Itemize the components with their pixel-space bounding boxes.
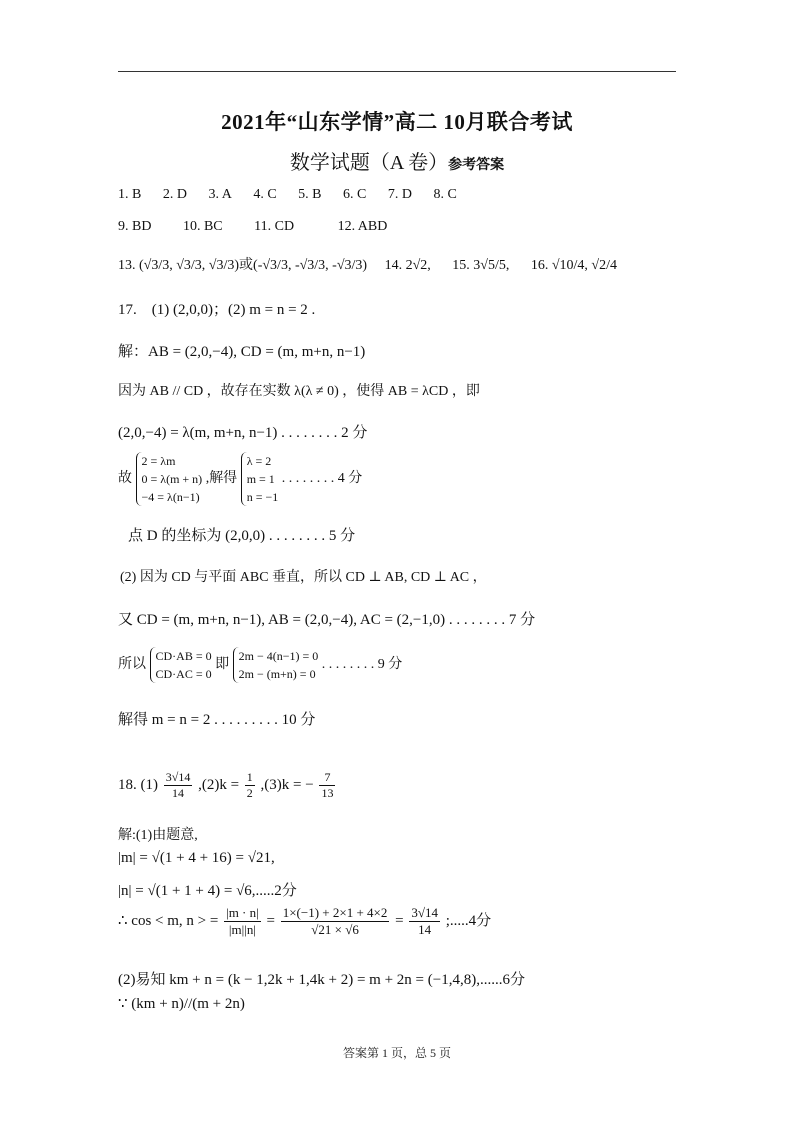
- answers-13-16: [118, 254, 617, 274]
- page-footer: 答案第 1 页，总 5 页: [342, 1046, 451, 1060]
- answer-item: 7. D: [387, 187, 412, 202]
- q18-line-3: |m| = √(1 + 4 + 16) = √21,: [118, 850, 275, 866]
- q17-line-8: 解得 m = n = 2 . . . . . . . . . 10 分: [118, 712, 316, 728]
- answers-row-2: [118, 219, 405, 235]
- q18-line-4: |n| = √(1 + 1 + 4) = √6,.....2分: [118, 883, 297, 899]
- numerator: 1×(−1) + 2×1 + 4×2: [282, 905, 388, 920]
- denominator: 14: [172, 786, 185, 800]
- sys2-equations-b: [233, 647, 319, 683]
- sys2-prefix: 所以: [118, 657, 146, 673]
- answer-item: 4. C: [253, 187, 277, 202]
- fraction: [281, 905, 390, 938]
- q17-line-7: 又 CD = (m, m+n, n−1), AB = (2,0,−4), AC = (2,−1,0) . . . . . . . . 7 分: [118, 612, 536, 628]
- sys1-prefix: 故: [118, 471, 132, 487]
- q16-answer: √10/4, √2/4: [551, 258, 617, 273]
- denominator: |m||n|: [228, 922, 256, 937]
- denominator: 14: [418, 922, 432, 937]
- answer-item: 1. B: [118, 187, 142, 202]
- numerator: 3√14: [411, 905, 438, 920]
- sys1-suffix: . . . . . . . . 4 分: [281, 471, 363, 487]
- answer-item: 9. BD: [118, 219, 152, 234]
- q15-label: 15.: [452, 258, 470, 273]
- q13-answer: (√3/3, √3/3, √3/3)或(-√3/3, -√3/3, -√3/3): [139, 258, 368, 273]
- cos-prefix: ∴ cos < m, n > =: [118, 912, 219, 929]
- q18-line-5: ∴ cos < m, n > = $\frac{|m \cdot n|}{|m||n|}$ = $\frac{1\times(-1) + 2\times 1 + 4\times 2}{√21 \times √6}$ = $\frac{3√14}{14}$ ;.....4分: [118, 905, 492, 937]
- answer-item: 6. C: [343, 187, 367, 202]
- q18-mid: ,(2)k =: [198, 776, 240, 793]
- answer-item: 5. B: [298, 187, 322, 202]
- q17-line-2: 解：AB = (2,0,−4), CD = (m, m+n, n−1): [118, 344, 366, 360]
- q18-line-6: (2)易知 km + n = (k − 1,2k + 1,4k + 2) = m + 2n = (−1,4,8),......6分: [118, 972, 525, 988]
- fraction: [245, 770, 255, 801]
- q17-line-1: 17. (1) (2,0,0)；(2) m = n = 2 .: [118, 302, 316, 318]
- q18-line-1: [118, 770, 337, 801]
- top-rule: [118, 71, 676, 72]
- equation: n = −1: [246, 490, 279, 504]
- numerator: 1: [246, 770, 253, 784]
- numerator: 7: [319, 770, 335, 786]
- q17-system-1: [118, 452, 362, 506]
- equation: 0 = λ(m + n): [141, 472, 203, 486]
- numerator: 3√14: [165, 770, 191, 784]
- sys2-suffix: . . . . . . . . 9 分: [321, 657, 403, 673]
- denominator: 2: [246, 786, 253, 800]
- equation: CD·AC = 0: [155, 667, 212, 681]
- denominator: √21 × √6: [311, 922, 359, 937]
- fraction: [164, 770, 193, 801]
- q18-line-7: ∵ (km + n)//(m + 2n): [118, 996, 245, 1012]
- q14-answer: 2√2,: [405, 258, 431, 273]
- q15-answer: 3√5/5,: [473, 258, 510, 273]
- q16-label: 16.: [530, 258, 549, 273]
- fraction: [409, 905, 440, 938]
- q18-mid-2: ,(3)k = −: [260, 776, 314, 793]
- q17-line-6: (2) 因为 CD 与平面 ABC 垂直，所以 CD ⊥ AB, CD ⊥ AC ，: [120, 570, 487, 585]
- fraction: [224, 905, 261, 938]
- equation: CD·AB = 0: [155, 649, 212, 663]
- equation: m = 1: [246, 472, 275, 486]
- fraction: [319, 770, 335, 801]
- exam-subtitle: [0, 146, 794, 175]
- sys1-mid: ,解得: [205, 471, 238, 487]
- answers-row-1: [118, 187, 475, 203]
- cos-suffix: ;.....4分: [445, 912, 492, 929]
- q18-line-2: 解:(1)由题意,: [118, 828, 198, 843]
- q14-label: 14.: [384, 258, 403, 273]
- answer-item: 11. CD: [254, 219, 295, 234]
- equation: 2m − (m+n) = 0: [238, 667, 316, 681]
- answer-item: 10. BC: [182, 219, 223, 234]
- sys1-equations-a: [136, 452, 203, 506]
- sys2-mid: 即: [215, 657, 230, 673]
- denominator: 13: [321, 786, 334, 800]
- q17-system-2: [118, 647, 402, 683]
- subtitle-small: 参考答案: [448, 158, 505, 173]
- sys1-equations-b: [241, 452, 279, 506]
- answer-item: 12. ABD: [337, 219, 388, 234]
- q13-label: 13.: [118, 258, 136, 273]
- equation: 2 = λm: [141, 454, 176, 468]
- equation: λ = 2: [246, 454, 272, 468]
- q18-label: 18. (1): [118, 776, 158, 793]
- answer-item: 8. C: [433, 187, 457, 202]
- answer-item: 3. A: [208, 187, 232, 202]
- equation: 2m − 4(n−1) = 0: [238, 649, 319, 663]
- q17-line-3: 因为 AB // CD ，故存在实数 λ(λ ≠ 0) ，使得 AB = λCD ，即: [118, 384, 480, 399]
- q17-line-5: 点 D 的坐标为 (2,0,0) . . . . . . . . 5 分: [128, 528, 356, 544]
- exam-title: 2021年“山东学情”高二 10月联合考试: [221, 110, 573, 134]
- numerator: |m · n|: [226, 905, 259, 920]
- sys2-equations-a: [150, 647, 212, 683]
- equation: −4 = λ(n−1): [141, 490, 200, 504]
- answer-item: 2. D: [162, 187, 187, 202]
- subtitle-main: 数学试题（A 卷）: [289, 152, 449, 174]
- q17-line-4: (2,0,−4) = λ(m, m+n, n−1) . . . . . . . . 2 分: [118, 425, 368, 441]
